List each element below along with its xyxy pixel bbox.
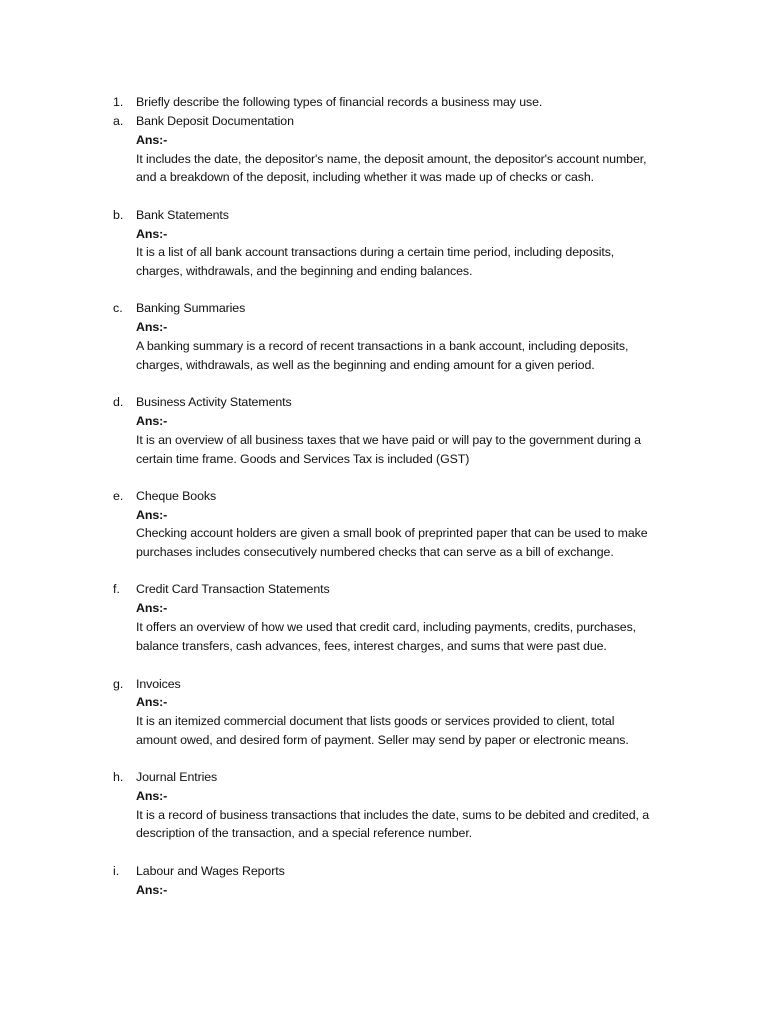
item-title: Invoices	[136, 677, 181, 691]
item-title: Bank Deposit Documentation	[136, 114, 294, 128]
answer-line: Checking account holders are given a small book of preprinted paper that can be used to make	[136, 526, 648, 540]
answer-line: charges, withdrawals, and the beginning and ending balances.	[136, 264, 473, 278]
answer-label: Ans:-	[136, 601, 168, 615]
answer-line: certain time frame. Goods and Services Tax is included (GST)	[136, 452, 470, 466]
answer-line: It is a list of all bank account transactions during a certain time period, including deposits,	[136, 245, 615, 259]
answer-line: A banking summary is a record of recent transactions in a bank account, including deposits,	[136, 339, 629, 353]
answer-line: It is an overview of all business taxes that we have paid or will pay to the government during a	[136, 433, 641, 447]
item-letter: a.	[113, 114, 124, 128]
question-text: Briefly describe the following types of financial records a business may use.	[136, 95, 543, 109]
answer-line: It offers an overview of how we used that credit card, including payments, credits, purchases,	[136, 620, 637, 634]
answer-line: It is a record of business transactions that includes the date, sums to be debited and credited, a	[136, 808, 649, 822]
item-title: Labour and Wages Reports	[136, 864, 285, 878]
answer-label: Ans:-	[136, 789, 168, 803]
item-letter: b.	[113, 208, 124, 222]
item-letter: d.	[113, 395, 124, 409]
answer-line: charges, withdrawals, as well as the beginning and ending amount for a given period.	[136, 358, 595, 372]
answer-label: Ans:-	[136, 508, 168, 522]
item-letter: g.	[113, 677, 124, 691]
answer-line: It is an itemized commercial document that lists goods or services provided to client, total	[136, 714, 615, 728]
item-letter: i.	[113, 864, 120, 878]
item-title: Cheque Books	[136, 489, 217, 503]
answer-line: balance transfers, cash advances, fees, interest charges, and sums that were past due.	[136, 639, 607, 653]
answer-label: Ans:-	[136, 133, 168, 147]
answer-label: Ans:-	[136, 227, 168, 241]
item-letter: c.	[113, 301, 123, 315]
answer-label: Ans:-	[136, 320, 168, 334]
answer-line: and a breakdown of the deposit, including whether it was made up of checks or cash.	[136, 170, 595, 184]
item-letter: f.	[113, 582, 120, 596]
answer-label: Ans:-	[136, 695, 168, 709]
answer-line: purchases includes consecutively numbered checks that can serve as a bill of exchange.	[136, 545, 614, 559]
item-title: Banking Summaries	[136, 301, 246, 315]
item-letter: e.	[113, 489, 124, 503]
answer-label: Ans:-	[136, 414, 168, 428]
answer-label: Ans:-	[136, 883, 168, 897]
item-title: Credit Card Transaction Statements	[136, 582, 330, 596]
item-title: Business Activity Statements	[136, 395, 292, 409]
answer-line: description of the transaction, and a special reference number.	[136, 826, 473, 840]
answer-line: amount owed, and desired form of payment. Seller may send by paper or electronic means.	[136, 733, 629, 747]
answer-line: It includes the date, the depositor's name, the deposit amount, the depositor's account number,	[136, 152, 647, 166]
item-letter: h.	[113, 770, 124, 784]
question-number: 1.	[113, 95, 124, 109]
item-title: Journal Entries	[136, 770, 218, 784]
item-title: Bank Statements	[136, 208, 229, 222]
